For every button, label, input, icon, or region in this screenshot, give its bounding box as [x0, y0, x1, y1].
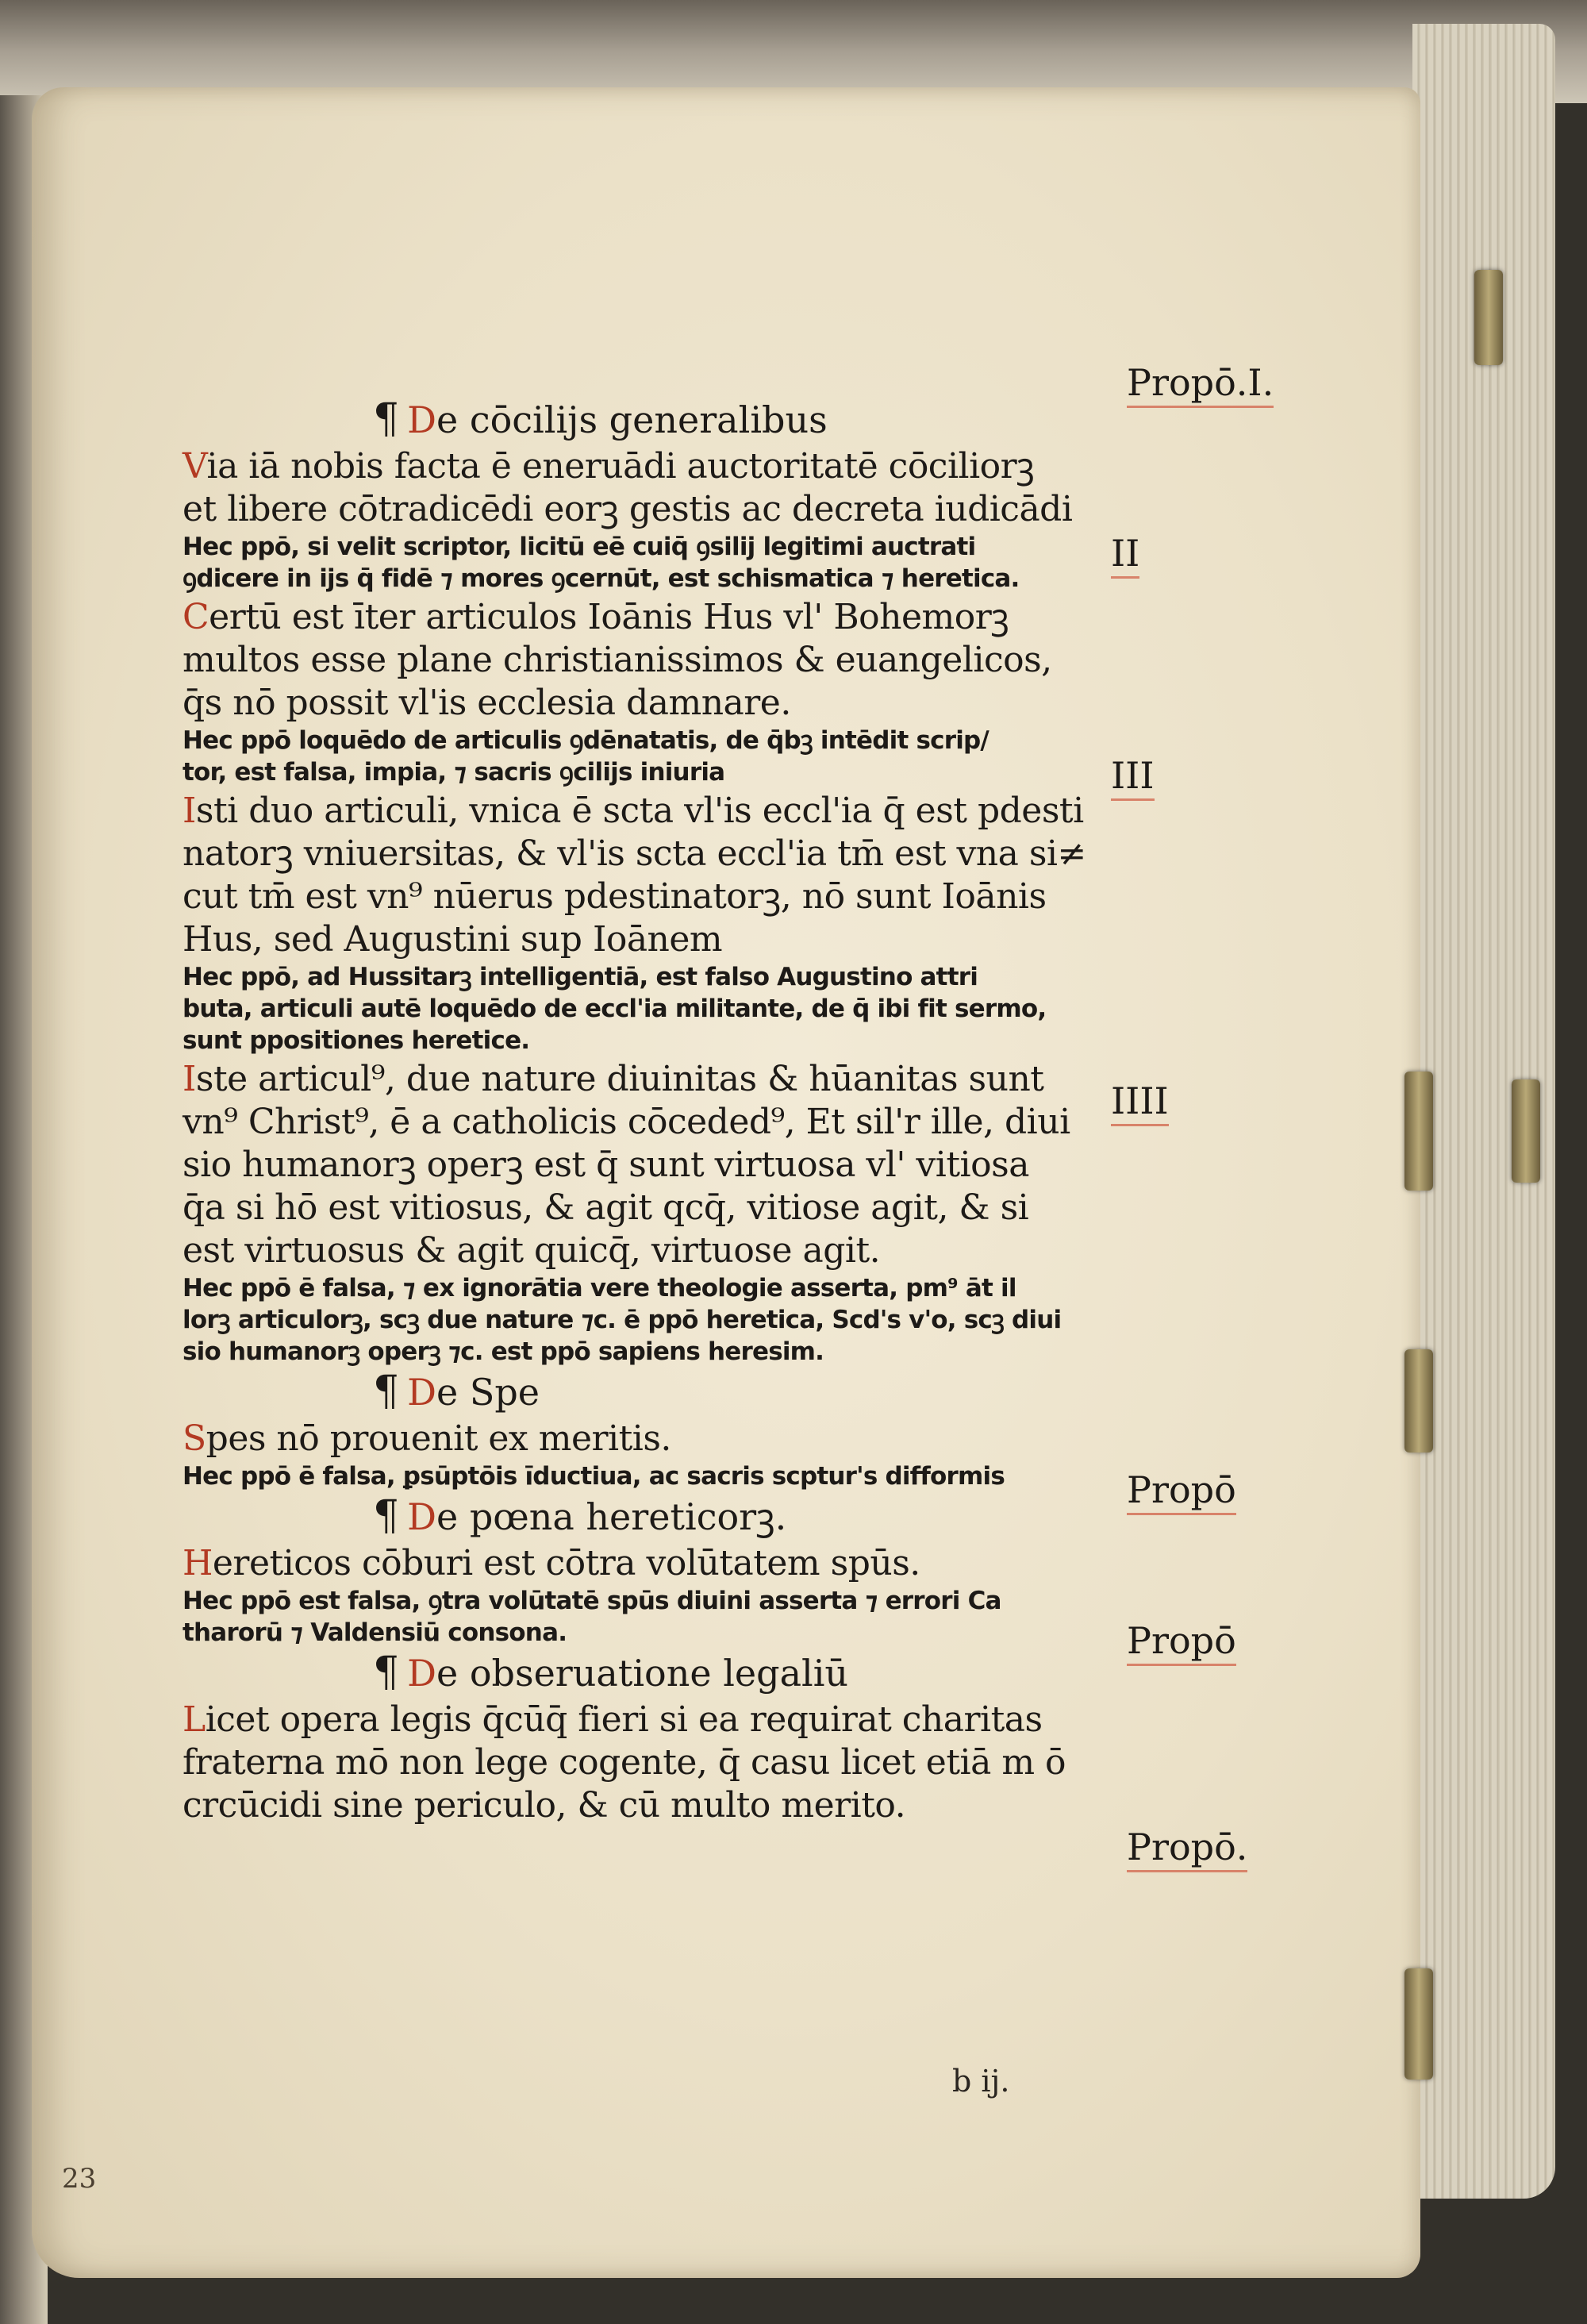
proposition-block	[183, 1542, 1182, 1649]
body-line: Hereticos cōburi est cōtra volūtatem spūs.	[183, 1543, 920, 1583]
gloss-line: sio humanorꝫ operꝫ ⁊c. est ppō sapiens heresim.	[183, 1337, 824, 1366]
body-line: Iste articul⁹, due nature diuinitas & hūanitas sunt	[183, 1059, 1044, 1099]
rubric-initial: L	[183, 1699, 206, 1740]
heading-text: e pœna hereticorꝫ.	[436, 1495, 787, 1538]
rubric-initial: D	[407, 1495, 436, 1538]
heading-text: e Spe	[436, 1371, 540, 1414]
rubric-initial: D	[407, 398, 436, 441]
proposition-block	[183, 1699, 1182, 1827]
body-line: et libere cōtradicēdi eorꝫ gestis ac decreta iudicādi	[183, 489, 1073, 529]
margin-label: Propō	[1127, 1468, 1236, 1515]
body-line: Spes nō prouenit ex meritis.	[183, 1418, 671, 1459]
gloss-line: ꝯdicere in ijs q̄ fidē ⁊ mores ꝯcernūt, est schismatica ⁊ heretica.	[183, 564, 1020, 593]
rubric-initial: I	[183, 791, 196, 831]
body-line: q̄s nō possit vl'is ecclesia damnare.	[183, 683, 791, 723]
section-heading-punishment	[373, 1494, 1182, 1539]
section-heading-hope	[373, 1369, 1182, 1414]
proposition-block	[183, 445, 1182, 594]
clasp-icon	[1404, 1072, 1433, 1191]
pilcrow-icon: ¶	[373, 1649, 400, 1696]
rubric-initial: I	[183, 1059, 196, 1099]
pilcrow-icon: ¶	[373, 1368, 400, 1415]
margin-label: Propō.	[1127, 1826, 1247, 1872]
gloss-line: Hec ppō, ad Hussitarꝫ intelligentiā, est falso Augustino attri	[183, 963, 978, 991]
book-page	[32, 87, 1420, 2278]
section-heading-legal-observance	[373, 1650, 1182, 1695]
heading-text: e obseruatione legaliū	[436, 1652, 849, 1695]
margin-label: Propō	[1127, 1619, 1236, 1666]
body-line: q̄a si hō est vitiosus, & agit qcq̄, vitiose agit, & si	[183, 1187, 1029, 1228]
gloss-line: Hec ppō, si velit scriptor, licitū eē cuiq̄ ꝯsilij legitimi auctrati	[183, 533, 976, 561]
pilcrow-icon: ¶	[373, 395, 400, 443]
clasp-icon	[1474, 270, 1503, 365]
gloss-line: buta, articuli autē loquēdo de eccl'ia militante, de q̄ ibi fit sermo,	[183, 995, 1047, 1023]
gloss-line: tor, est falsa, impia, ⁊ sacris ꝯcilijs iniuria	[183, 758, 725, 787]
margin-label: III	[1111, 754, 1155, 801]
rubric-initial: D	[407, 1371, 436, 1414]
body-line: crcūcidi sine periculo, & cū multo merito.	[183, 1785, 906, 1826]
clasp-icon	[1404, 1349, 1433, 1452]
proposition-block	[183, 1058, 1182, 1368]
folio-number: 23	[62, 2163, 97, 2195]
gloss-line: Hec ppō ē falsa, ꝑsūptōis īductiua, ac sacris scptur's difformis	[183, 1462, 1005, 1491]
margin-label: IIII	[1111, 1079, 1169, 1126]
body-line: Hus, sed Augustini sup Ioānem	[183, 919, 723, 960]
body-line: sio humanorꝫ operꝫ est q̄ sunt virtuosa vl' vitiosa	[183, 1145, 1029, 1185]
gloss-line: Hec ppō est falsa, ꝯtra volūtatē spūs diuini asserta ⁊ errori Ca	[183, 1587, 1001, 1615]
body-line: cut tm̄ est vn⁹ nūerus pdestinatorꝫ, nō sunt Ioānis	[183, 876, 1047, 917]
gloss-line: tharorū ⁊ Valdensiū consona.	[183, 1618, 567, 1647]
rubric-initial: H	[183, 1543, 213, 1583]
heading-text: e cōcilijs generalibus	[436, 398, 828, 441]
clasp-icon	[1512, 1079, 1540, 1183]
signature-mark: b ij.	[952, 2064, 1010, 2099]
body-line: Certū est īter articulos Ioānis Hus vl' Bohemorꝫ	[183, 597, 1009, 637]
text-column	[183, 397, 1182, 1829]
gloss-line: Hec ppō ē falsa, ⁊ ex ignorātia vere theologie asserta, pm⁹ āt il	[183, 1274, 1016, 1302]
body-line: natorꝫ vniuersitas, & vl'is scta eccl'ia tm̄ est vna si≠	[183, 833, 1086, 874]
body-line: est virtuosus & agit quicq̄, virtuose agit.	[183, 1230, 881, 1271]
gloss-line: Hec ppō loquēdo de articulis ꝯdēnatatis, de q̄bꝫ intēdit scrip/	[183, 726, 989, 755]
rubric-initial: D	[407, 1652, 436, 1695]
body-line: fraterna mō non lege cogente, q̄ casu licet etiā m ō	[183, 1742, 1066, 1783]
proposition-block	[183, 790, 1182, 1056]
body-line: multos esse plane christianissimos & euangelicos,	[183, 640, 1052, 680]
body-line: vn⁹ Christ⁹, ē a catholicis cōceded⁹, Et sil'r ille, diui	[183, 1102, 1070, 1142]
body-line: Isti duo articuli, vnica ē scta vl'is eccl'ia q̄ est pdesti	[183, 791, 1084, 831]
margin-label: Propō.I.	[1127, 361, 1274, 408]
proposition-block	[183, 596, 1182, 788]
pilcrow-icon: ¶	[373, 1492, 400, 1540]
body-line: Licet opera legis q̄cūq̄ fieri si ea requirat charitas	[183, 1699, 1043, 1740]
rubric-initial: S	[183, 1418, 206, 1459]
rubric-initial: V	[183, 446, 207, 487]
rubric-initial: C	[183, 597, 209, 637]
section-heading-councils	[373, 397, 1182, 442]
proposition-block	[183, 1418, 1182, 1492]
gloss-line: lorꝫ articulorꝫ, scꝫ due nature ⁊c. ē ppō heretica, Scd's v'o, scꝫ diui	[183, 1306, 1062, 1334]
clasp-icon	[1404, 1968, 1433, 2080]
body-line: Via iā nobis facta ē eneruādi auctoritatē cōciliorꝫ	[183, 446, 1035, 487]
margin-label: II	[1111, 532, 1139, 579]
gloss-line: sunt ppositiones heretice.	[183, 1026, 530, 1055]
